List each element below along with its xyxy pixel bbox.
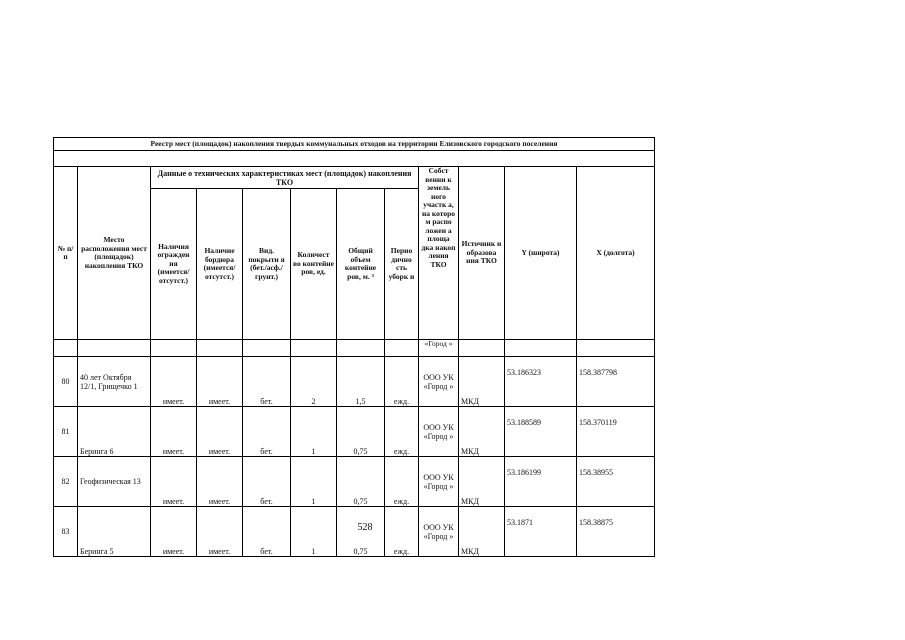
cell-num: 80	[54, 357, 78, 407]
cell-lon: 158.38875	[577, 507, 655, 557]
cont-cell	[54, 340, 78, 357]
cell-curb: имеет.	[197, 407, 243, 457]
cont-cell	[243, 340, 291, 357]
continuation-row	[54, 340, 655, 357]
table-title: Реестр мест (площадок) накопления твердых коммунальных отходов на территории Елизовского городского поселения	[54, 138, 655, 151]
cont-cell	[291, 340, 337, 357]
registry-table	[53, 137, 655, 557]
cell-location: Беринга 5	[78, 507, 151, 557]
header-fence: Наличия огражден ия (имеется/ отсутст.)	[151, 189, 197, 340]
header-surface: Вид. покрыти я (бет./асф./ грунт.)	[243, 189, 291, 340]
cell-owner: ООО УК «Город »	[419, 357, 459, 407]
cont-cell	[459, 340, 505, 357]
cell-fence: имеет.	[151, 457, 197, 507]
blank-row	[54, 151, 655, 167]
cell-num: 83	[54, 507, 78, 557]
title-row	[54, 138, 655, 151]
cell-lat: 53.186199	[505, 457, 577, 507]
cont-cell	[577, 340, 655, 357]
cont-cell	[197, 340, 243, 357]
cont-owner: «Город »	[419, 340, 459, 357]
header-owner: Собст венни к земель ного участк а, на которо м распо ложен а площа дка накоп ления ТКО	[419, 167, 459, 340]
cell-location: Геофизическая 13	[78, 457, 151, 507]
table-row	[54, 357, 655, 407]
page-number: 528	[357, 522, 373, 533]
cell-surface: бет.	[243, 457, 291, 507]
cell-source: МКД	[459, 357, 505, 407]
cell-lon: 158.370119	[577, 407, 655, 457]
header-group-tech: Данные о технических характеристиках мест (площадок) накопления ТКО	[151, 167, 419, 189]
cell-owner: ООО УК «Город »	[419, 457, 459, 507]
header-lon: X (долгота)	[577, 167, 655, 340]
cell-owner: ООО УК «Город »	[419, 407, 459, 457]
cell-num: 81	[54, 407, 78, 457]
header-lat: Y (широта)	[505, 167, 577, 340]
cont-cell	[151, 340, 197, 357]
header-row-group	[54, 167, 655, 189]
cell-curb: имеет.	[197, 457, 243, 507]
cell-volume: 0,75	[337, 457, 385, 507]
cont-cell	[337, 340, 385, 357]
cell-location: 40 лет Октября 12/1, Грищечко 1	[78, 357, 151, 407]
cell-frequency: ежд.	[385, 357, 419, 407]
cell-fence: имеет.	[151, 507, 197, 557]
cell-fence: имеет.	[151, 407, 197, 457]
cell-lat: 53.188589	[505, 407, 577, 457]
header-volume: Общий объем контейне ров, м. ³	[337, 189, 385, 340]
cell-volume: 0,75	[337, 407, 385, 457]
cell-lon: 158.38955	[577, 457, 655, 507]
blank-cell	[54, 151, 655, 167]
header-num: № п/п	[54, 167, 78, 340]
cell-count: 1	[291, 507, 337, 557]
header-curb: Наличие бордюра (имеется/ отсутст.)	[197, 189, 243, 340]
table-row	[54, 407, 655, 457]
cell-owner: ООО УК «Город »	[419, 507, 459, 557]
cell-num: 82	[54, 457, 78, 507]
header-location: Место расположения мест (площадок) накопления ТКО	[78, 167, 151, 340]
header-frequency: Перио дично сть уборк и	[385, 189, 419, 340]
cell-source: МКД	[459, 407, 505, 457]
cell-surface: бет.	[243, 507, 291, 557]
cell-lon: 158.387798	[577, 357, 655, 407]
cell-surface: бет.	[243, 357, 291, 407]
table-row	[54, 457, 655, 507]
cell-frequency: ежд.	[385, 457, 419, 507]
cell-count: 1	[291, 457, 337, 507]
cell-frequency: ежд.	[385, 507, 419, 557]
cell-source: МКД	[459, 457, 505, 507]
cell-lat: 53.1871	[505, 507, 577, 557]
cont-cell	[385, 340, 419, 357]
header-count: Количест во контейне ров, ед.	[291, 189, 337, 340]
cell-fence: имеет.	[151, 357, 197, 407]
cell-frequency: ежд.	[385, 407, 419, 457]
cell-surface: бет.	[243, 407, 291, 457]
cell-count: 2	[291, 357, 337, 407]
cell-lat: 53.186323	[505, 357, 577, 407]
cont-cell	[505, 340, 577, 357]
cell-curb: имеет.	[197, 357, 243, 407]
cell-source: МКД	[459, 507, 505, 557]
header-source: Источник и образова ния ТКО	[459, 167, 505, 340]
cell-curb: имеет.	[197, 507, 243, 557]
cell-volume: 0,75	[337, 507, 385, 557]
cell-location: Беринга 6	[78, 407, 151, 457]
cell-count: 1	[291, 407, 337, 457]
cell-volume: 1,5	[337, 357, 385, 407]
cont-cell	[78, 340, 151, 357]
